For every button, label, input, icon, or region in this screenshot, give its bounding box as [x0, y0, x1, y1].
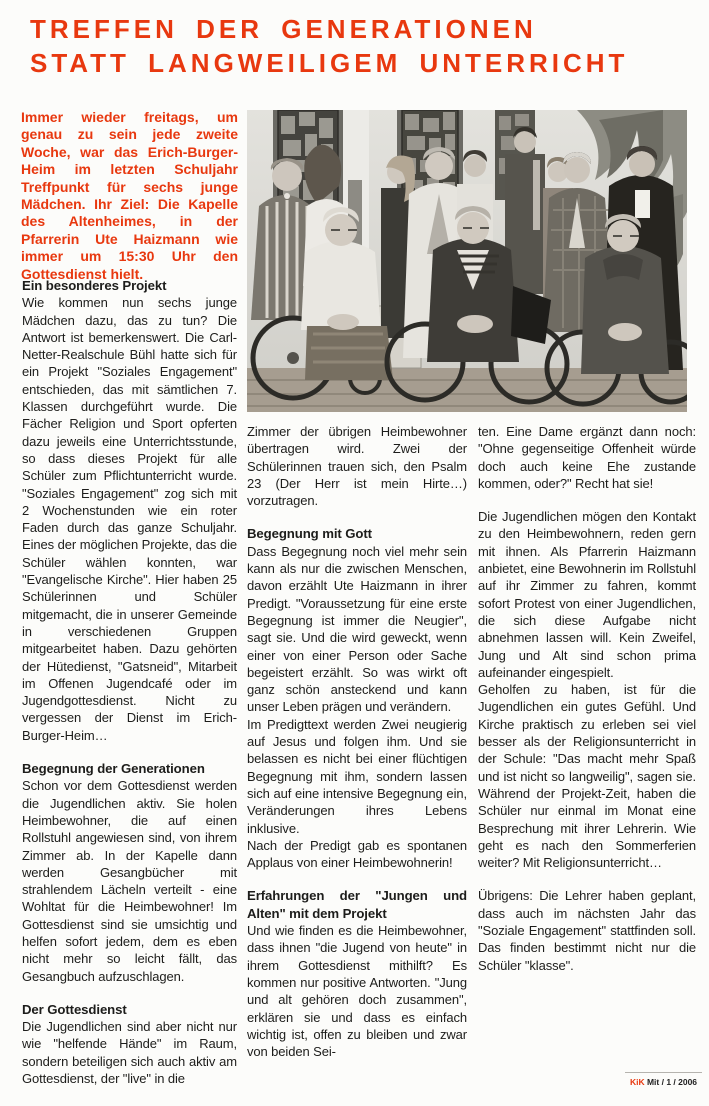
section-heading: Der Gottesdienst [22, 1001, 127, 1017]
section-paragraph: ten. Eine Dame ergänzt dann noch: "Ohne gegenseitige Offenheit würde doch auch keine Ehe zustande kommen, oder?" Recht hat sie! [478, 424, 696, 491]
section-paragraph: Im Predigttext werden Zwei neugierig auf Jesus und folgen ihm. Und sie belassen es nicht bei einer flüchtigen Begegnung mit ihm, sondern lassen sich auf eine intensive Begegnung ein, Veränderungen ihres Lebens inklusive. [247, 716, 467, 836]
magazine-name: KiK [629, 1077, 645, 1087]
article-title [30, 12, 628, 80]
article-photo [247, 110, 687, 412]
group-photo-illustration [247, 110, 687, 412]
column-left [22, 277, 237, 1087]
section-paragraph: Die Jugendlichen mögen den Kontakt zu den Heimbewohnern, reden gern mit ihnen. Als Pfarrerin Haizmann anbietet, eine Bewohnerin im Rollstuhl auf ihr Zimmer zu fahren, kommt sofort Protest von einer Jugendlichen, die sich diese Aufgabe nicht abnehmen lassen will. Kein Zweifel, Jung und Alt sind schon prima aufeinander eingespielt. [478, 509, 696, 680]
column-middle [247, 423, 467, 1060]
continuation-paragraph: Zimmer der übrigen Heimbewohner übertragen wird. Zwei der Schülerinnen trauen sich, den Psalm 23 (Der Herr ist mein Hirte…) vorzutragen. [247, 424, 467, 509]
intro-paragraph: Immer wieder freitags, um genau zu sein jede zweite Woche, war das Erich-Burger-Heim im letzten Schuljahr Treffpunkt für sechs junge Mädchen. Ihr Ziel: Die Kapelle des Altenheimes, in der Pfarrerin Ute Haizmann wie immer um 15:30 Uhr den Gottesdienst hielt. [21, 109, 238, 282]
issue-number: Mit / 1 / 2006 [644, 1077, 698, 1087]
section-paragraph: Dass Begegnung noch viel mehr sein kann als nur die zwischen Menschen, davon erzählt Ute Haizmann in ihrer Predigt. "Voraussetzung für eine erste Begegnung ist immer die Neugier", sagt sie. Und die wird geweckt, wenn einer von einer Person oder Sache begeistert erzählt. So was wirkt oft ganz schön ansteckend und kann unser Leben prägen und verändern. [247, 543, 467, 715]
title-line-2: STATT LANGWEILIGEM UNTERRICHT [30, 48, 629, 78]
section-heading: Erfahrungen der "Jungen und Alten" mit dem Projekt [247, 888, 467, 921]
section-heading: Begegnung mit Gott [247, 526, 372, 542]
section-paragraph: Die Jugendlichen sind aber nicht nur wie "helfende Hände" im Raum, sondern beteiligen sich auch aktiv am Gottesdienst, der "live" in die [22, 1019, 237, 1087]
section-heading: Ein besonderes Projekt [22, 278, 167, 293]
section-paragraph: Schon vor dem Gottesdienst werden die Jugendlichen aktiv. Sie holen Heimbewohner, die auf einen Rollstuhl angewiesen sind, von ihrem Zimmer ab. In der Kapelle dann werden Gesangbücher mit strahlendem Lächeln verteilt - eine Wohltat für die Heimbewohner! Im Gottesdienst sind sie umsichtig und helfen sofort jedem, dem es eben nicht mehr so leicht fällt, das Gesangbuch aufzuschlagen. [22, 778, 237, 984]
column-right [478, 423, 696, 974]
title-line-1: TREFFEN DER GENERATIONEN [30, 14, 537, 44]
section-heading: Begegnung der Generationen [22, 761, 205, 777]
section-paragraph: Übrigens: Die Lehrer haben geplant, dass auch im nächsten Jahr das "Soziale Engagement" stattfinden soll. Das finden bestimmt nicht nur die Schüler "klasse". [478, 888, 696, 973]
section-paragraph: Und wie finden es die Heimbewohner, dass ihnen "die Jugend von heute" in ihrem Gottesdienst mithilft? Es kommen nur positive Antworten. "Jung und alt gehören doch zusammen", erklären sie und dass es einfach wichtig ist, offen zu bleiben und zwar von beiden Sei- [247, 923, 467, 1060]
section-paragraph: Wie kommen nun sechs junge Mädchen dazu, das zu tun? Die Antwort ist bemerkenswert. Die Carl-Netter-Realschule Bühl hatte sich für ein Projekt "Soziales Engagement" entschieden, das mit sämtlichen 7. Klassen durchgeführt wurde. Die Fächer Religion und Sport opferten dazu jeweils eine Unterrichtsstunde, so dass dieses Projekt für alle Schüler zum Pflichtunterricht wurde. "Soziales Engagement" zog sich mit 2 Wochenstunden wie ein roter Faden durch das ganze Schuljahr. Eines der möglichen Projekte, das die Schüler wählen konnten, war "Evangelische Kirche". Hier haben 25 Schülerinnen und Schüler mitgemacht, die in unserer Gemeinde in verschiedenen Gruppen mitgearbeitet haben. Dazu gehörten der Hütedienst, "Gatsneid", Mitarbeit im Offenen Jugendcafé oder im Jugendgottesdienst. Nicht zu vergessen der Dienst im Erich-Burger-Heim… [22, 295, 237, 743]
page-footer [625, 1072, 702, 1087]
section-paragraph: Nach der Predigt gab es spontanen Applaus von einer Heimbewohnerin! [247, 837, 467, 871]
section-paragraph: Geholfen zu haben, ist für die Jugendlichen ein gutes Gefühl. Und Kirche praktisch zu erleben sei viel besser als der Religionsunterricht in der Schule: "Das macht mehr Spaß und ist nicht so langweilig", sagen sie. Während der Projekt-Zeit, haben die Schüler nur einmal im Monat eine Besprechung mit ihrer Lehrerin. Wie geht es nach den Sommerferien weiter? Mit Religionsunterricht… [478, 682, 696, 871]
